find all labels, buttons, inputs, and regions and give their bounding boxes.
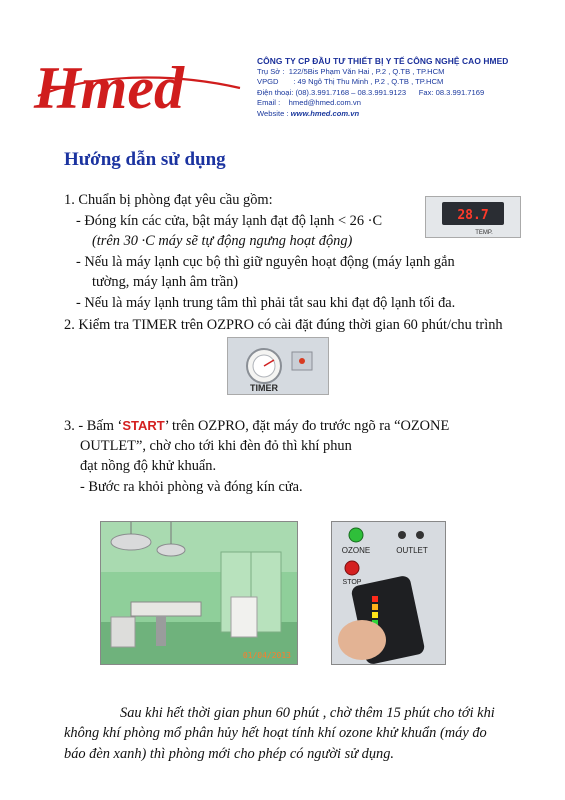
- email-row: Email : hmed@hmed.com.vn: [257, 98, 361, 108]
- step2-text: 2. Kiểm tra TIMER trên OZPRO có cài đặt đúng thời gian 60 phút/chu trình: [64, 317, 503, 333]
- step1-bullet3: - Nếu là máy lạnh trung tâm thì phải tắt sau khi đạt độ lạnh tối đa.: [76, 295, 456, 311]
- company-name: CÔNG TY CP ĐẦU TƯ THIẾT BỊ Y TẾ CÔNG NGHỆ CAO HMED: [257, 56, 509, 66]
- step1-bullet1-note: (trên 30 ·C máy sẽ tự động ngưng hoạt động): [92, 233, 353, 249]
- phone-row: Điện thoại: (08).3.991.7168 – 08.3.991.9123 Fax: 08.3.991.7169: [257, 87, 485, 97]
- step1-bullet2-line1: - Nếu là máy lạnh cục bộ thì giữ nguyên hoạt động (máy lạnh gắn: [76, 254, 455, 270]
- step3-line1: 3. - Bấm ‘START’ trên OZPRO, đặt máy đo trước ngõ ra “OZONE: [64, 418, 450, 434]
- step3-line2: OUTLET”, chờ cho tới khi đèn đỏ thì khí phun: [80, 438, 352, 454]
- company-info: [257, 56, 557, 120]
- website-row: Website : www.hmed.com.vn: [257, 108, 360, 118]
- thermostat-image: [425, 196, 521, 238]
- website-link[interactable]: www.hmed.com.vn: [290, 108, 360, 118]
- ozone-label: OZONE: [341, 546, 371, 555]
- thermostat-display: 28.7: [457, 208, 489, 223]
- step1-bullet1: - Đóng kín các cửa, bật máy lạnh đạt độ lạnh < 26 ·C: [76, 213, 383, 229]
- step1-heading: 1. Chuẩn bị phòng đạt yêu cầu gồm:: [64, 192, 273, 208]
- address-row: Trụ Sở : 122/5Bis Phạm Văn Hai , P.2 , Q.TB , TP.HCM: [257, 66, 445, 76]
- footer-line1: Sau khi hết thời gian phun 60 phút , chờ thêm 15 phút cho tới khi: [120, 705, 495, 721]
- hmed-logo: [30, 50, 250, 130]
- operating-room-photo: [100, 521, 298, 665]
- footer-line3: báo đèn xanh) thì phòng mới cho phép có người sử dụng.: [64, 746, 395, 762]
- page-title: Hướng dẫn sử dụng: [64, 149, 226, 170]
- email-link[interactable]: hmed@hmed.com.vn: [288, 98, 361, 108]
- stop-label: STOP: [342, 579, 362, 586]
- timer-label: TIMER: [250, 383, 278, 393]
- thermostat-label: TEMP.: [475, 230, 493, 236]
- logo-text: Hmed: [34, 55, 184, 121]
- ozone-meter-photo: [331, 521, 446, 665]
- timer-image: [227, 337, 329, 395]
- start-label: START: [122, 418, 165, 433]
- step3-line3: đạt nồng độ khử khuẩn.: [80, 458, 217, 474]
- vpgd-row: VPGD : 49 Ngô Thị Thu Minh , P.2 , Q.TB , TP.HCM: [257, 77, 444, 87]
- step1-bullet2-line2: tường, máy lạnh âm trần): [92, 274, 239, 290]
- photo-date-stamp: 01/04/2013: [242, 651, 291, 660]
- step3-line4: - Bước ra khỏi phòng và đóng kín cửa.: [80, 479, 303, 495]
- footer-line2: không khí phòng mổ phân hủy hết hoạt tính khí ozone khử khuẩn (máy đo: [64, 725, 487, 741]
- outlet-label: OUTLET: [396, 546, 428, 555]
